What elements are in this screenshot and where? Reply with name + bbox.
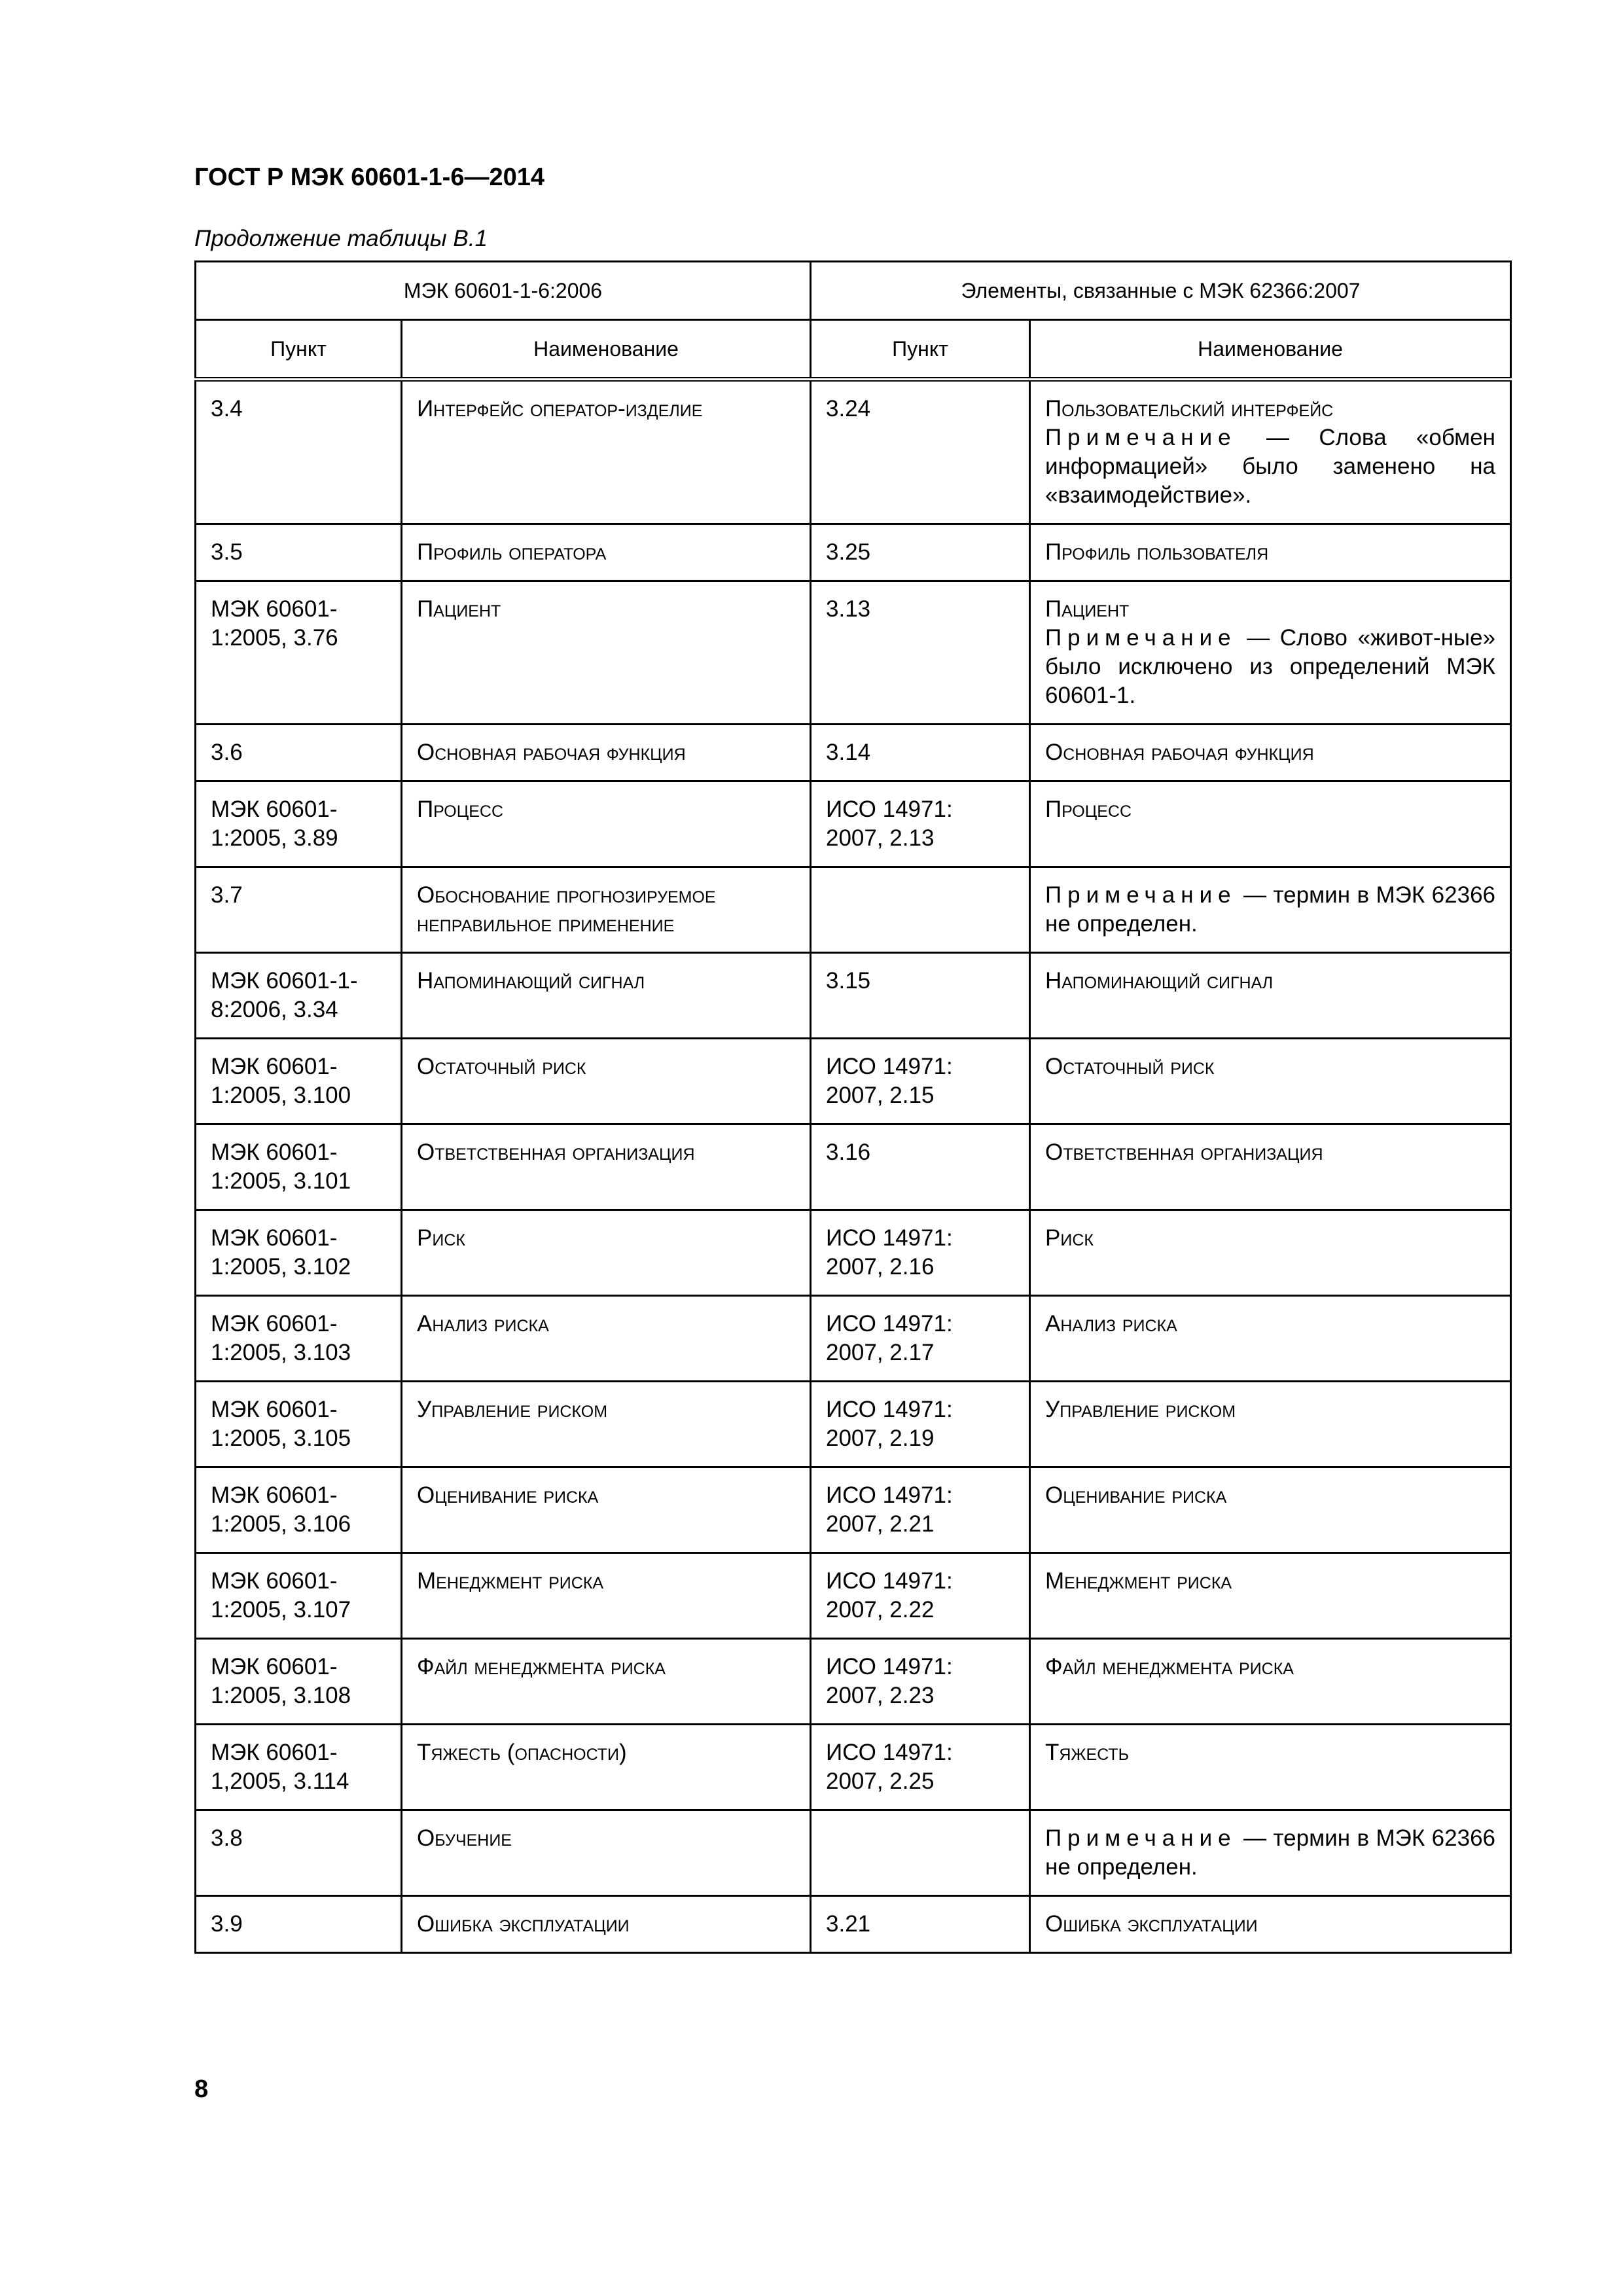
name-cell: [1030, 1896, 1511, 1953]
item-cell: ИСО 14971: 2007, 2.23: [811, 1639, 1030, 1725]
col-header-name-right: Наименование: [1030, 320, 1511, 380]
table-row: [196, 725, 1511, 781]
ref-cell: МЭК 60601-1:2005, 3.103: [196, 1296, 402, 1382]
name-text: Процесс: [1045, 797, 1132, 822]
term-cell: Процесс: [402, 781, 811, 867]
name-text: Напоминающий сигнал: [1045, 968, 1274, 994]
item-cell: 3.25: [811, 524, 1030, 581]
name-text: Профиль пользователя: [1045, 539, 1269, 565]
item-cell: 3.14: [811, 725, 1030, 781]
table-row: [196, 1896, 1511, 1953]
term-cell: Напоминающий сигнал: [402, 953, 811, 1039]
item-cell: ИСО 14971: 2007, 2.16: [811, 1210, 1030, 1296]
ref-cell: 3.7: [196, 867, 402, 953]
item-cell: 3.24: [811, 380, 1030, 524]
table-row: [196, 1296, 1511, 1382]
note-text: [1045, 624, 1495, 710]
term-cell: Тяжесть (опасности): [402, 1725, 811, 1810]
note-label: Примечание: [1045, 625, 1237, 651]
item-cell: 3.13: [811, 581, 1030, 725]
name-cell: [1030, 781, 1511, 867]
item-cell: 3.21: [811, 1896, 1030, 1953]
term-cell: Файл менеджмента риска: [402, 1639, 811, 1725]
table-row: [196, 1124, 1511, 1210]
name-cell: [1030, 581, 1511, 725]
item-cell: ИСО 14971: 2007, 2.15: [811, 1039, 1030, 1124]
col-header-name-left: Наименование: [402, 320, 811, 380]
name-text: Управление риском: [1045, 1397, 1236, 1422]
name-cell: [1030, 1124, 1511, 1210]
name-text: Файл менеджмента риска: [1045, 1654, 1294, 1679]
item-cell: 3.16: [811, 1124, 1030, 1210]
table-row: [196, 581, 1511, 725]
ref-cell: МЭК 60601-1-8:2006, 3.34: [196, 953, 402, 1039]
ref-cell: МЭК 60601-1:2005, 3.102: [196, 1210, 402, 1296]
name-text: Менеджмент риска: [1045, 1568, 1232, 1594]
ref-cell: МЭК 60601-1:2005, 3.76: [196, 581, 402, 725]
note-label: Примечание: [1045, 882, 1237, 908]
name-text: Анализ риска: [1045, 1311, 1177, 1336]
term-cell: Профиль оператора: [402, 524, 811, 581]
term-cell: Интерфейс оператор-изделие: [402, 380, 811, 524]
name-text: Оценивание риска: [1045, 1482, 1227, 1508]
term-cell: Основная рабочая функция: [402, 725, 811, 781]
table-row: [196, 1725, 1511, 1810]
ref-cell: МЭК 60601-1:2005, 3.107: [196, 1553, 402, 1639]
name-cell: [1030, 953, 1511, 1039]
table-row: [196, 1639, 1511, 1725]
item-cell: 3.15: [811, 953, 1030, 1039]
document-header: ГОСТ Р МЭК 60601-1-6—2014: [194, 164, 544, 191]
correspondence-table: [194, 260, 1512, 1954]
ref-cell: 3.9: [196, 1896, 402, 1953]
name-cell: [1030, 1039, 1511, 1124]
term-cell: Пациент: [402, 581, 811, 725]
term-cell: Оценивание риска: [402, 1467, 811, 1553]
item-cell: ИСО 14971: 2007, 2.22: [811, 1553, 1030, 1639]
ref-cell: МЭК 60601-1:2005, 3.101: [196, 1124, 402, 1210]
item-cell: [811, 1810, 1030, 1896]
table-row: [196, 1553, 1511, 1639]
name-cell: [1030, 1725, 1511, 1810]
table-row: [196, 1039, 1511, 1124]
name-text: Остаточный риск: [1045, 1054, 1215, 1079]
page-number: 8: [194, 2075, 209, 2103]
term-cell: Ответственная организация: [402, 1124, 811, 1210]
term-cell: Обучение: [402, 1810, 811, 1896]
note-body: — термин в МЭК 62366 не определен.: [1045, 882, 1496, 937]
name-cell: [1030, 380, 1511, 524]
item-cell: [811, 867, 1030, 953]
term-cell: Анализ риска: [402, 1296, 811, 1382]
ref-cell: 3.4: [196, 380, 402, 524]
name-cell: [1030, 1382, 1511, 1467]
name-cell: [1030, 524, 1511, 581]
ref-cell: МЭК 60601-1:2005, 3.106: [196, 1467, 402, 1553]
item-cell: ИСО 14971: 2007, 2.21: [811, 1467, 1030, 1553]
note-text: [1045, 423, 1495, 510]
table-row: [196, 1382, 1511, 1467]
ref-cell: 3.5: [196, 524, 402, 581]
ref-cell: 3.6: [196, 725, 402, 781]
name-cell: [1030, 1210, 1511, 1296]
table-row: [196, 1467, 1511, 1553]
table-row: [196, 953, 1511, 1039]
note-label: Примечание: [1045, 425, 1237, 450]
note-text: [1045, 881, 1495, 939]
table-row: [196, 781, 1511, 867]
name-cell: [1030, 1810, 1511, 1896]
note-body: — Слово «живот-ные» было исключено из определений МЭК 60601-1.: [1045, 625, 1496, 708]
term-cell: Риск: [402, 1210, 811, 1296]
group-header-right: Элементы, связанные с МЭК 62366:2007: [811, 262, 1511, 320]
name-text: Ответственная организация: [1045, 1139, 1323, 1165]
table-row: [196, 524, 1511, 581]
item-cell: ИСО 14971: 2007, 2.17: [811, 1296, 1030, 1382]
term-cell: Ошибка эксплуатации: [402, 1896, 811, 1953]
term-cell: Остаточный риск: [402, 1039, 811, 1124]
ref-cell: МЭК 60601-1:2005, 3.89: [196, 781, 402, 867]
name-cell: [1030, 1553, 1511, 1639]
name-text: Пользовательский интерфейс: [1045, 396, 1334, 422]
name-cell: [1030, 725, 1511, 781]
term-cell: Управление риском: [402, 1382, 811, 1467]
col-header-item-left: Пункт: [196, 320, 402, 380]
note-body: — Слова «обмен информацией» было заменено на «взаимодействие».: [1045, 425, 1496, 508]
note-label: Примечание: [1045, 1825, 1237, 1851]
table-row: [196, 1810, 1511, 1896]
name-cell: [1030, 1639, 1511, 1725]
group-header-left: МЭК 60601-1-6:2006: [196, 262, 811, 320]
name-text: Пациент: [1045, 596, 1130, 622]
term-cell: Обоснование прогнозируемое неправильное применение: [402, 867, 811, 953]
item-cell: ИСО 14971: 2007, 2.13: [811, 781, 1030, 867]
ref-cell: 3.8: [196, 1810, 402, 1896]
name-cell: [1030, 1296, 1511, 1382]
name-text: Основная рабочая функция: [1045, 740, 1314, 765]
table-row: [196, 867, 1511, 953]
ref-cell: МЭК 60601-1,2005, 3.114: [196, 1725, 402, 1810]
ref-cell: МЭК 60601-1:2005, 3.105: [196, 1382, 402, 1467]
note-body: — термин в МЭК 62366 не определен.: [1045, 1825, 1496, 1880]
ref-cell: МЭК 60601-1:2005, 3.100: [196, 1039, 402, 1124]
item-cell: ИСО 14971: 2007, 2.19: [811, 1382, 1030, 1467]
name-cell: [1030, 867, 1511, 953]
name-text: Тяжесть: [1045, 1740, 1130, 1765]
table-row: [196, 380, 1511, 524]
name-text: Риск: [1045, 1225, 1094, 1251]
note-text: [1045, 1824, 1495, 1882]
col-header-item-right: Пункт: [811, 320, 1030, 380]
table-caption: Продолжение таблицы В.1: [194, 226, 488, 251]
name-text: Ошибка эксплуатации: [1045, 1911, 1258, 1937]
term-cell: Менеджмент риска: [402, 1553, 811, 1639]
name-cell: [1030, 1467, 1511, 1553]
ref-cell: МЭК 60601-1:2005, 3.108: [196, 1639, 402, 1725]
item-cell: ИСО 14971: 2007, 2.25: [811, 1725, 1030, 1810]
table-row: [196, 1210, 1511, 1296]
